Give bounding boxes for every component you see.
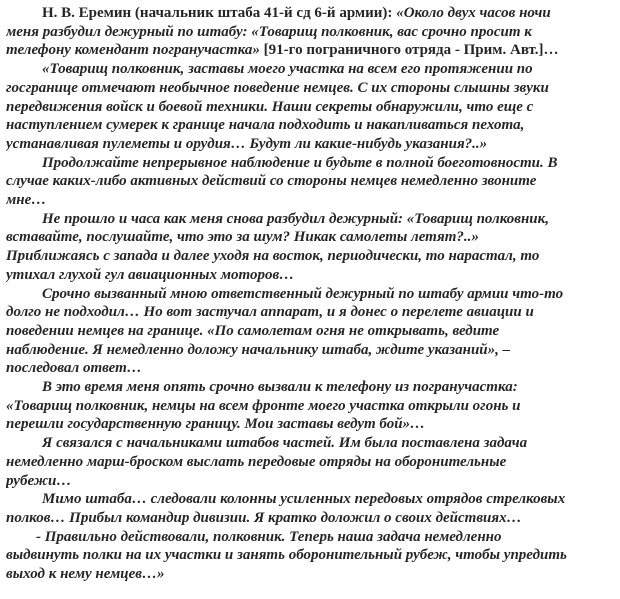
- paragraph-9-line-1: - Правильно действовали, полковник. Теперь наша задача немедленно: [36, 528, 502, 545]
- paragraph-7-line-3: рубежи…: [6, 472, 72, 489]
- paragraph-9-line-3: выход к нему немцев…»: [6, 566, 165, 583]
- paragraph-3-line-3: мне…: [6, 192, 47, 209]
- author-attribution: Н. В. Еремин (начальник штаба 41-й сд 6-й армии):: [42, 5, 393, 21]
- paragraph-2-line-4: наступлением сумерек к границе начала подходить и накапливаться пехота,: [6, 117, 525, 134]
- paragraph-6-line-2: «Товарищ полковник, немцы на всем фронте моего участка открыли огонь и: [6, 397, 521, 414]
- paragraph-2-line-2: госгранице отмечают необычное поведение немцев. С их стороны слышны звуки: [6, 79, 549, 96]
- paragraph-2-line-1: «Товарищ полковник, заставы моего участка на всем его протяжении по: [42, 61, 533, 78]
- paragraph-4-line-2: вставайте, послушайте, что это за шум? Никак самолеты летят?..»: [6, 229, 479, 246]
- paragraph-5-line-3: поведении немцев на границе. «По самолетам огня не открывать, ведите: [6, 322, 500, 339]
- paragraph-5-line-1: Срочно вызванный мною ответственный дежурный по штабу армии что-то: [42, 285, 564, 302]
- paragraph-4-line-4: утихал глухой гул авиационных моторов…: [6, 266, 295, 283]
- paragraph-1-line-2: меня разбудил дежурный по штабу: «Товарищ полковник, вас срочно просит к: [6, 23, 532, 40]
- paragraph-6-line-1: В это время меня опять срочно вызвали к телефону из погранучастка:: [42, 379, 518, 396]
- paragraph-3-line-1: Продолжайте непрерывное наблюдение и будьте в полной боеготовности. В: [42, 154, 558, 171]
- paragraph-3-line-2: случае каких-либо активных действий со стороны немцев немедленно звоните: [6, 173, 537, 190]
- paragraph-2-line-5: устанавливая пулеметы и орудия… Будут ли какие-нибудь указания?..»: [6, 135, 488, 152]
- paragraph-4-line-3: Приближаясь с запада и далее уходя на восток, периодически, то нарастал, то: [6, 248, 540, 265]
- quote-opening: «Около двух часов ночи: [396, 5, 551, 21]
- paragraph-7-line-1: Я связался с начальниками штабов частей. Им была поставлена задача: [42, 435, 528, 452]
- paragraph-1-line-1: [6, 4, 614, 23]
- paragraph-7-line-2: немедленно марш-броском выслать передовые отряды на оборонительные: [6, 453, 507, 470]
- paragraph-6-line-3: перешли государственную границу. Мои заставы ведут бой»…: [6, 416, 426, 433]
- author-note: [91-го пограничного отряда - Прим. Авт.]…: [263, 42, 559, 59]
- paragraph-4-line-1: Не прошло и часа как меня снова разбудил дежурный: «Товарищ полковник,: [42, 210, 550, 227]
- paragraph-2-line-3: передвижения войск и боевой техники. Наши секреты обнаружили, что еще с: [6, 98, 534, 115]
- paragraph-5-line-2: долго не подходил… Но вот застучал аппарат, и я донес о перелете авиации и: [6, 304, 534, 321]
- paragraph-8-line-1: Мимо штаба… следовали колонны усиленных передовых отрядов стрелковых: [42, 491, 566, 508]
- paragraph-5-line-5: последовал ответ…: [6, 360, 142, 377]
- paragraph-9-line-2: выдвинуть полки на их участки и занять оборонительный рубеж, чтобы упредить: [6, 547, 567, 564]
- quote-text: телефону комендант погранучастка»: [6, 42, 260, 59]
- paragraph-8-line-2: полков… Прибыл командир дивизии. Я кратко доложил о своих действиях…: [6, 509, 522, 526]
- paragraph-1-line-3: [6, 41, 614, 60]
- paragraph-5-line-4: наблюдение. Я немедленно доложу начальнику штаба, ждите указаний», –: [6, 341, 511, 358]
